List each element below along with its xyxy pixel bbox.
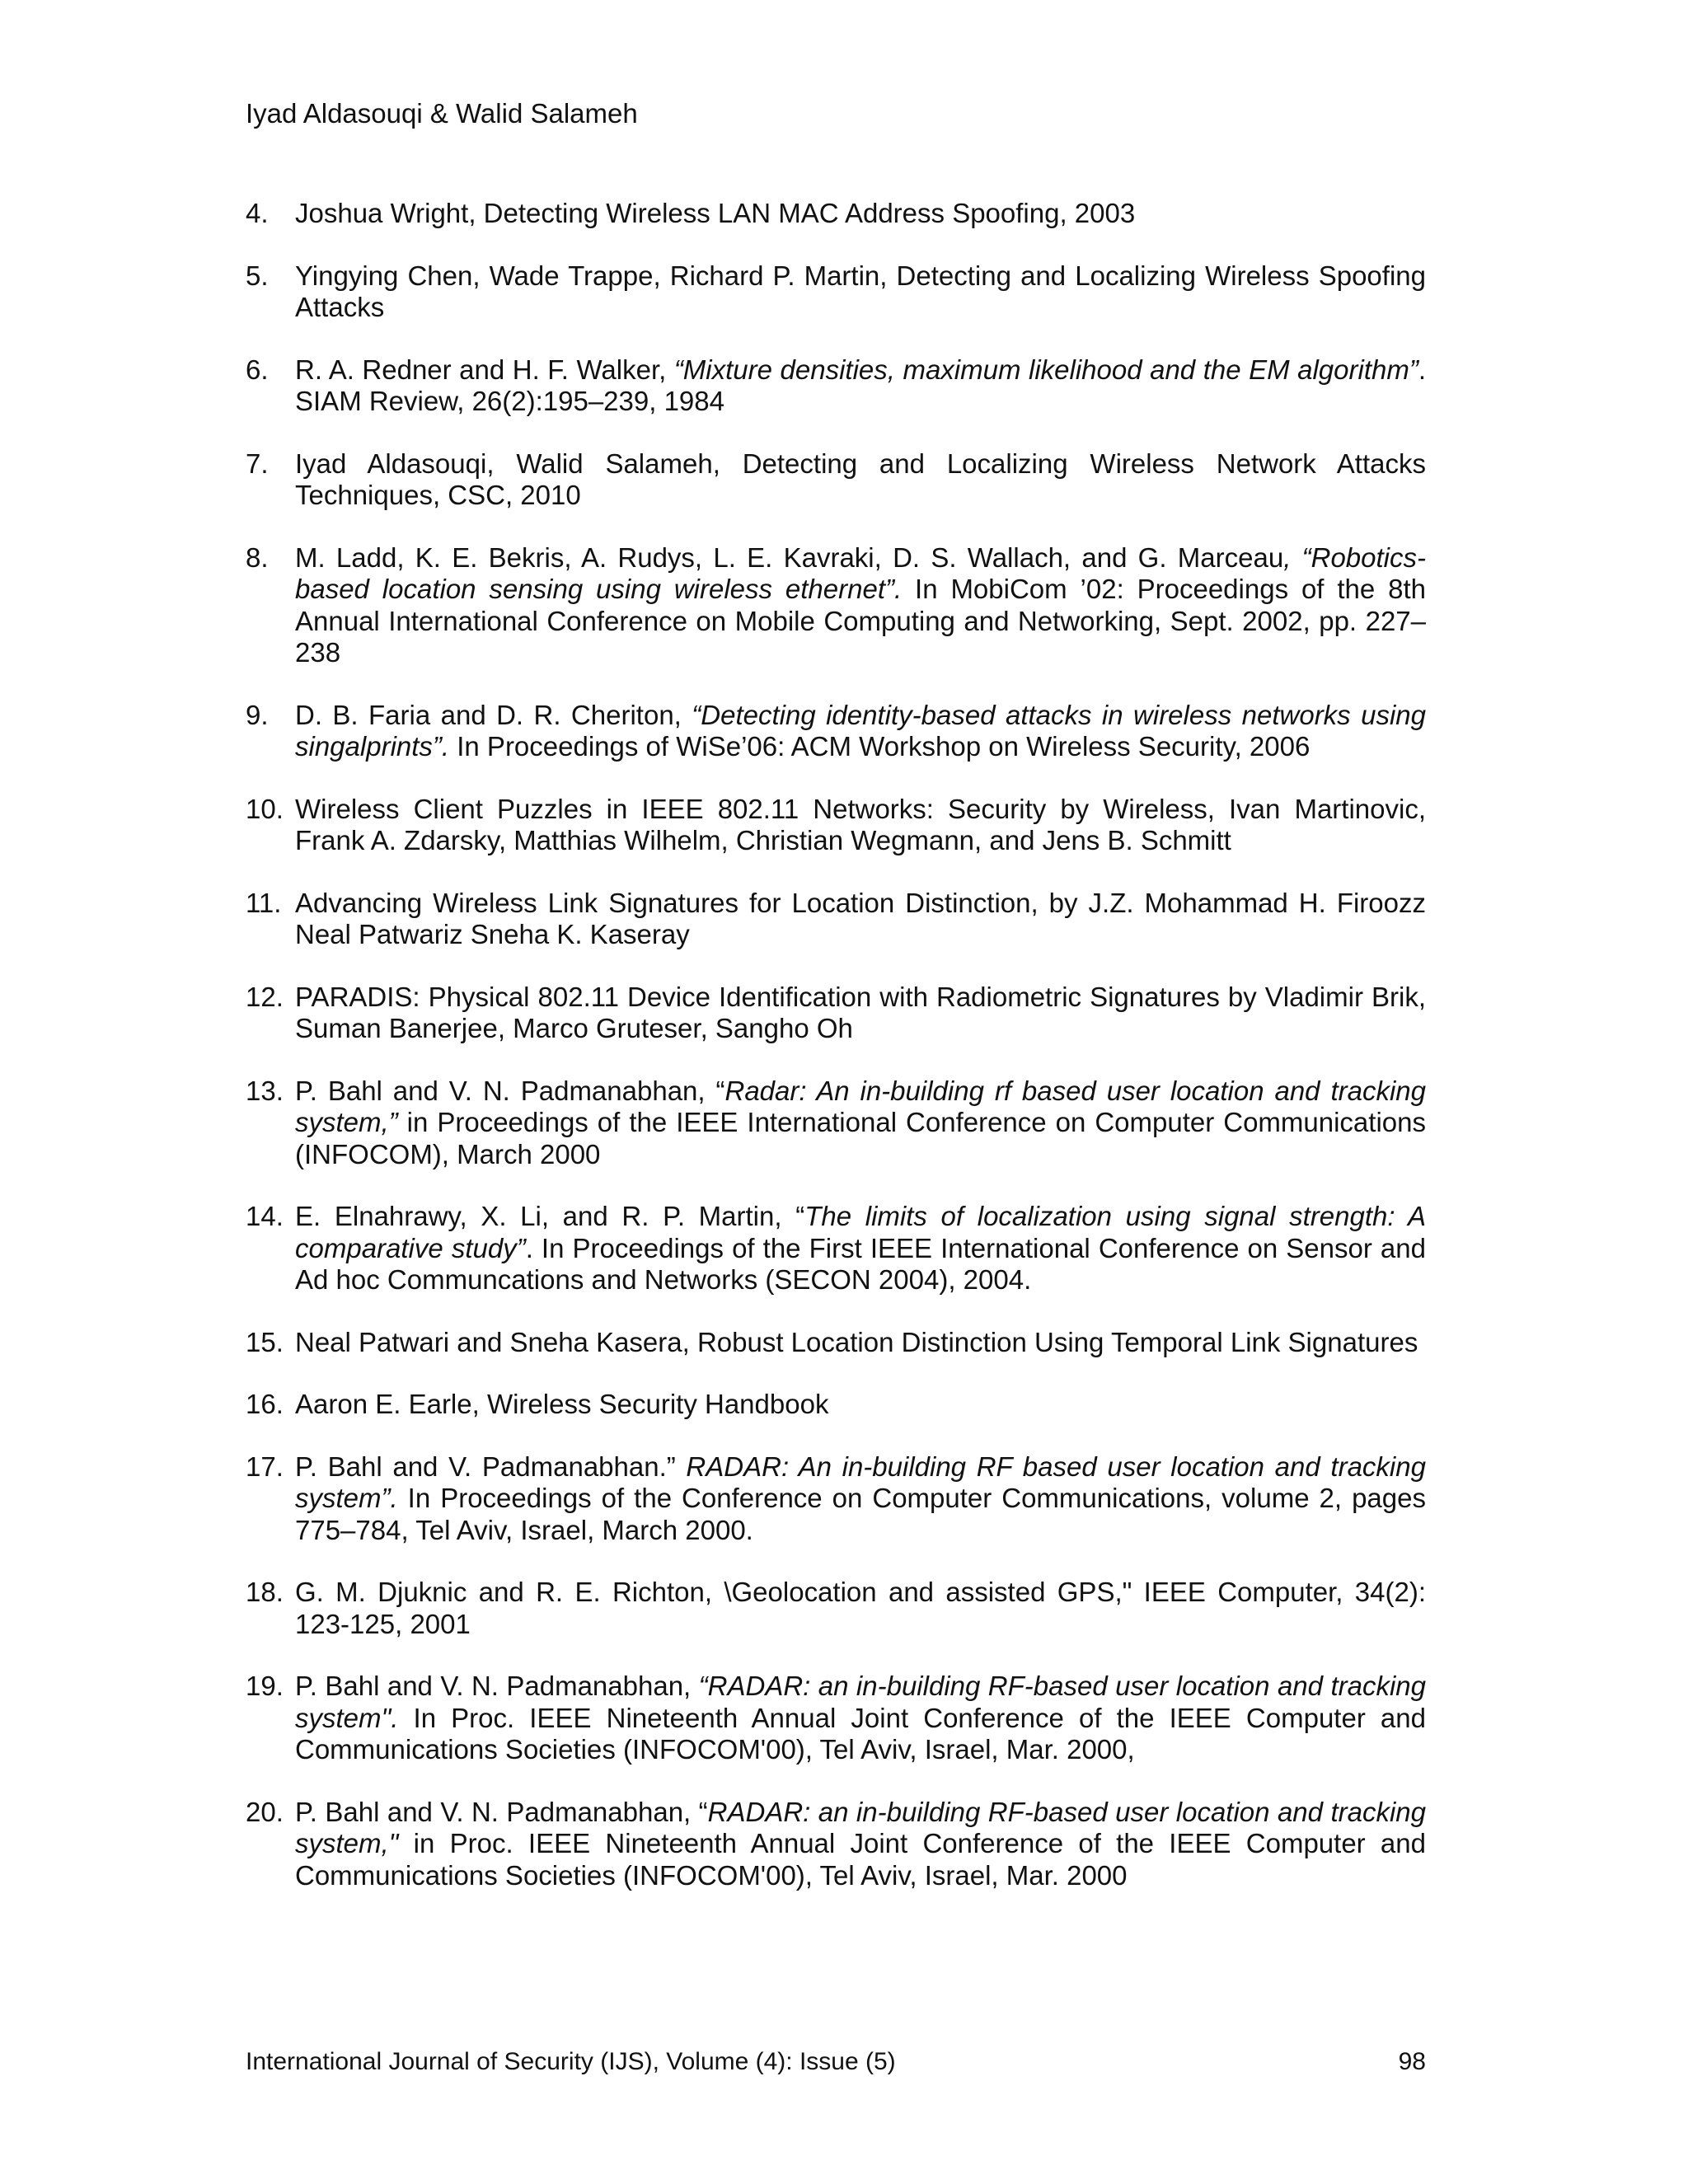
reference-text [295, 1577, 1426, 1640]
reference-number: 11. [246, 887, 282, 918]
reference-segment: P. Bahl and V. Padmanabhan.” [295, 1451, 687, 1482]
reference-text [295, 260, 1426, 324]
reference-number: 5. [246, 260, 269, 291]
reference-item [246, 1451, 1426, 1547]
reference-segment: P. Bahl and V. N. Padmanabhan, “ [295, 1796, 708, 1827]
reference-segment: P. Bahl and V. N. Padmanabhan, [295, 1671, 699, 1701]
reference-segment: In Proceedings of WiSe’06: ACM Workshop on Wireless Security, 2006 [449, 731, 1311, 762]
reference-segment: Iyad Aldasouqi, Walid Salameh, Detecting and Localizing Wireless Network Attacks Techniques, CSC, 2010 [295, 448, 1426, 510]
reference-number: 19. [246, 1671, 284, 1701]
reference-segment: In MobiCom ’02: Proceedings of the 8th Annual International Conference on Mobile Computing and Networking, Sept. 2002, pp. 227–238 [295, 574, 1426, 668]
reference-segment: Advancing Wireless Link Signatures for Location Distinction, by J.Z. Mohammad H. Firoozz Neal Patwariz Sneha K. Kaseray [295, 887, 1426, 949]
reference-number: 15. [246, 1326, 284, 1357]
reference-segment: Aaron E. Earle, Wireless Security Handbook [295, 1389, 829, 1419]
reference-number: 9. [246, 699, 269, 730]
reference-text [295, 794, 1426, 857]
reference-item [246, 1327, 1426, 1359]
reference-item [246, 1577, 1426, 1640]
reference-segment: PARADIS: Physical 802.11 Device Identification with Radiometric Signatures by Vladimir Brik, Suman Banerjee, Marco Gruteser, Sangho Oh [295, 981, 1426, 1043]
reference-segment: in Proc. IEEE Nineteenth Annual Joint Conference of the IEEE Computer and Communications Societies (INFOCOM'00), Tel Aviv, Israel, Mar. 2000 [295, 1828, 1426, 1891]
reference-number: 18. [246, 1577, 284, 1607]
reference-segment: In Proc. IEEE Nineteenth Annual Joint Conference of the IEEE Computer and Communications Societies (INFOCOM'00), Tel Aviv, Israel, Mar. 2000, [295, 1702, 1426, 1765]
reference-segment: in Proceedings of the IEEE International Conference on Computer Communications (INFOCOM), March 2000 [295, 1107, 1426, 1169]
reference-segment: E. Elnahrawy, X. Li, and R. P. Martin, “ [295, 1201, 805, 1231]
reference-item [246, 260, 1426, 324]
reference-text [295, 888, 1426, 951]
reference-item [246, 794, 1426, 857]
reference-segment: In Proceedings of the Conference on Computer Communications, volume 2, pages 775–784, Tel Aviv, Israel, March 2000. [295, 1483, 1426, 1545]
running-header: Iyad Aldasouqi & Walid Salameh [246, 98, 638, 129]
reference-number: 14. [246, 1201, 284, 1231]
reference-segment: P. Bahl and V. N. Padmanabhan, “ [295, 1075, 725, 1106]
reference-item [246, 700, 1426, 763]
reference-number: 20. [246, 1796, 284, 1827]
reference-number: 10. [246, 793, 284, 824]
reference-text [295, 982, 1426, 1045]
reference-item [246, 1201, 1426, 1296]
reference-title-italic: “Mixture densities, maximum likelihood and the EM algorithm” [673, 354, 1418, 385]
reference-item [246, 1671, 1426, 1766]
reference-text [295, 1389, 1426, 1421]
reference-number: 4. [246, 198, 269, 228]
reference-segment: G. M. Djuknic and R. E. Richton, \Geolocation and assisted GPS," IEEE Computer, 34(2): 123-125, 2001 [295, 1577, 1426, 1639]
reference-text [295, 1327, 1426, 1359]
reference-title-italic: “Detecting identity-based attacks in wireless networks using singalprints”. [295, 699, 1426, 762]
reference-title-italic: RADAR: an in-building RF-based user location and tracking system," [295, 1796, 1426, 1858]
reference-list [246, 198, 1426, 1922]
reference-number: 16. [246, 1389, 284, 1419]
reference-segment: Neal Patwari and Sneha Kasera, Robust Location Distinction Using Temporal Link Signatures [295, 1326, 1418, 1357]
reference-segment: M. Ladd, K. E. Bekris, A. Rudys, L. E. Kavraki, D. S. Wallach, and G. Marceau [295, 541, 1284, 573]
reference-text [295, 1797, 1426, 1892]
reference-number: 12. [246, 981, 284, 1012]
reference-segment: Wireless Client Puzzles in IEEE 802.11 Networks: Security by Wireless, Ivan Martinovic, Frank A. Zdarsky, Matthias Wilhelm, Christian Wegmann, and Jens B. Schmitt [295, 793, 1426, 855]
reference-text [295, 1201, 1426, 1296]
reference-text [295, 448, 1426, 512]
reference-title-italic: Radar: An in-building rf based user location and tracking system,” [295, 1075, 1426, 1137]
reference-title-italic: “RADAR: an in-building RF-based user location and tracking system". [295, 1671, 1426, 1733]
reference-title-italic: The limits of localization using signal strength: A comparative study” [295, 1201, 1426, 1263]
reference-item [246, 888, 1426, 951]
reference-number: 17. [246, 1451, 284, 1482]
reference-item [246, 1797, 1426, 1892]
reference-item [246, 1389, 1426, 1421]
reference-item [246, 354, 1426, 418]
reference-item [246, 982, 1426, 1045]
reference-number: 8. [246, 541, 269, 573]
reference-text [295, 542, 1426, 669]
reference-number: 13. [246, 1075, 284, 1106]
footer-journal-citation: International Journal of Security (IJS), Volume (4): Issue (5) [246, 2048, 896, 2075]
reference-segment: . SIAM Review, 26(2):195–239, 1984 [295, 354, 1426, 416]
reference-item [246, 448, 1426, 512]
reference-item [246, 542, 1426, 669]
reference-segment: Joshua Wright, Detecting Wireless LAN MAC Address Spoofing, 2003 [295, 198, 1136, 228]
reference-text [295, 1451, 1426, 1547]
reference-item [246, 198, 1426, 230]
reference-number: 7. [246, 448, 269, 479]
reference-text [295, 1671, 1426, 1766]
reference-segment: D. B. Faria and D. R. Cheriton, [295, 699, 692, 730]
reference-text [295, 198, 1426, 230]
reference-segment: R. A. Redner and H. F. Walker, [295, 354, 674, 385]
reference-title-italic: RADAR: An in-building RF based user location and tracking system”. [295, 1451, 1426, 1513]
reference-segment: . In Proceedings of the First IEEE International Conference on Sensor and Ad hoc Communcations and Networks (SECON 2004), 2004. [295, 1232, 1426, 1295]
reference-text [295, 354, 1426, 418]
page-footer [246, 2047, 1426, 2077]
reference-title-italic: , “Robotics-based location sensing using wireless ethernet”. [295, 541, 1426, 604]
reference-text [295, 1076, 1426, 1171]
reference-number: 6. [246, 354, 269, 385]
reference-segment: Yingying Chen, Wade Trappe, Richard P. Martin, Detecting and Localizing Wireless Spoofing Attacks [295, 260, 1426, 322]
page-number: 98 [1398, 2048, 1426, 2075]
reference-item [246, 1076, 1426, 1171]
reference-text [295, 700, 1426, 763]
